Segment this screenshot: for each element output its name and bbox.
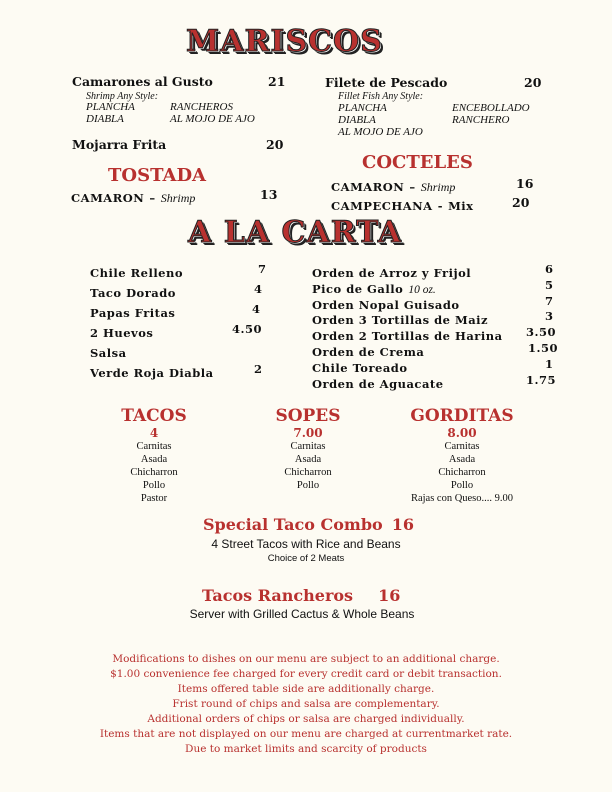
policy-note: Due to market limits and scarcity of products xyxy=(185,743,427,755)
item-price: 7 xyxy=(545,293,554,308)
filete-name: Filete de Pescado xyxy=(325,75,448,90)
list-item: Asada xyxy=(448,454,476,465)
camarones-style-label: Shrimp Any Style: xyxy=(86,91,159,102)
list-item xyxy=(312,294,562,310)
mojarra-price: 20 xyxy=(266,137,284,152)
mariscos-title: MARISCOS xyxy=(186,24,383,59)
item-price: 7 xyxy=(258,262,267,276)
camarones-style-4: AL MOJO DE AJO xyxy=(170,113,255,125)
item-price: 4 xyxy=(252,302,261,316)
item-price: 4 xyxy=(254,282,263,296)
list-item xyxy=(90,302,270,322)
tostada-item xyxy=(71,187,195,206)
policy-note: Modifications to dishes on our menu are subject to an additional charge. xyxy=(112,653,500,665)
sopes-title: SOPES xyxy=(275,406,341,426)
tostada-item-dash: – xyxy=(149,191,156,205)
item-price: 4.50 xyxy=(232,322,263,336)
policy-note: Additional orders of chips or salsa are charged individually. xyxy=(147,713,465,725)
tacos-rancheros-price: 16 xyxy=(378,586,401,605)
cocteles-title: COCTELES xyxy=(362,152,473,173)
item-name: Pico de Gallo xyxy=(312,281,404,296)
item-name: Chile Toreado xyxy=(312,360,408,375)
tostada-price: 13 xyxy=(260,187,278,202)
list-item: Chicharron xyxy=(284,467,332,478)
list-item: Carnitas xyxy=(444,441,480,452)
cocteles-item-1-name: CAMARON xyxy=(331,180,405,194)
filete-style-3: DIABLA xyxy=(338,114,376,126)
item-name: Verde Roja Diabla xyxy=(90,366,214,380)
policy-note: Frist round of chips and salsa are complementary. xyxy=(172,698,440,710)
camarones-name: Camarones al Gusto xyxy=(72,74,213,89)
item-name: Orden 3 Tortillas de Maiz xyxy=(312,313,489,328)
list-item xyxy=(90,362,270,382)
list-item xyxy=(90,342,270,362)
item-price: 5 xyxy=(545,277,554,292)
special-combo-heading xyxy=(203,515,414,534)
cocteles-item-2-price: 20 xyxy=(512,195,530,210)
tacos-section xyxy=(104,406,204,505)
item-note: 10 oz. xyxy=(408,283,436,296)
list-item xyxy=(312,341,562,357)
camarones-price: 21 xyxy=(268,74,286,89)
item-name: Orden de Arroz y Frijol xyxy=(312,266,472,280)
cocteles-item-2-dash: - xyxy=(437,199,443,213)
list-item: Chicharron xyxy=(130,467,178,478)
policy-note: $1.00 convenience fee charged for every credit card or debit transaction. xyxy=(110,668,502,680)
sopes-section xyxy=(258,406,358,492)
a-la-carta-right-list xyxy=(312,262,562,391)
filete-style-label: Fillet Fish Any Style: xyxy=(338,91,424,102)
list-item xyxy=(312,373,562,389)
item-name: Orden de Crema xyxy=(312,344,425,359)
list-item: Carnitas xyxy=(136,441,172,452)
gorditas-title: GORDITAS xyxy=(410,406,514,426)
camarones-style-2: RANCHEROS xyxy=(170,101,233,113)
tacos-title: TACOS xyxy=(121,406,187,426)
list-item xyxy=(312,309,562,328)
item-name: Salsa xyxy=(90,346,127,360)
item-price: 3 xyxy=(545,309,554,324)
cocteles-item-1 xyxy=(331,176,455,195)
item-price: 1.75 xyxy=(526,372,557,387)
tostada-item-name: CAMARON xyxy=(71,191,145,205)
list-item xyxy=(90,262,270,282)
list-item xyxy=(312,325,562,344)
item-name: Orden Nopal Guisado xyxy=(312,297,460,312)
item-price: 2 xyxy=(254,362,263,376)
item-price: 1.50 xyxy=(528,340,559,355)
item-price: 3.50 xyxy=(526,325,557,340)
policy-note: Items that are not displayed on our menu are charged at currentmarket rate. xyxy=(99,728,513,740)
list-item: Pollo xyxy=(142,480,166,491)
mojarra-name: Mojarra Frita xyxy=(72,137,167,152)
policy-note: Items offered table side are additionally charge. xyxy=(177,683,435,695)
tacos-rancheros-heading xyxy=(202,586,400,605)
filete-style-1: PLANCHA xyxy=(338,102,387,114)
item-name: Chile Relleno xyxy=(90,266,184,280)
list-item: Asada xyxy=(294,454,322,465)
item-price: 6 xyxy=(545,262,554,276)
filete-price: 20 xyxy=(524,75,542,90)
tostada-title: TOSTADA xyxy=(108,165,207,186)
special-combo-note: Choice of 2 Meats xyxy=(267,553,345,564)
policy-notes xyxy=(56,652,556,757)
gorditas-price: 8.00 xyxy=(447,426,477,440)
list-item: Rajas con Queso.... 9.00 xyxy=(410,493,514,504)
list-item: Pollo xyxy=(296,480,320,491)
special-combo-description: 4 Street Tacos with Rice and Beans xyxy=(211,537,401,551)
cocteles-item-2-plain: Mix xyxy=(448,199,474,213)
item-name: Taco Dorado xyxy=(90,286,176,300)
gorditas-section xyxy=(392,406,532,505)
filete-style-5: AL MOJO DE AJO xyxy=(338,126,423,138)
a-la-carta-title: A LA CARTA xyxy=(188,215,403,250)
tostada-item-italic: Shrimp xyxy=(160,191,196,205)
list-item xyxy=(90,322,270,342)
filete-style-4: RANCHERO xyxy=(452,114,510,126)
item-name: Orden 2 Tortillas de Harina xyxy=(312,329,503,344)
list-item xyxy=(90,282,270,302)
cocteles-item-1-price: 16 xyxy=(516,176,534,191)
filete-style-2: ENCEBOLLADO xyxy=(452,102,530,114)
tacos-rancheros-title: Tacos Rancheros xyxy=(202,586,354,605)
special-combo-price: 16 xyxy=(391,515,415,534)
cocteles-item-2 xyxy=(331,195,474,214)
tacos-price: 4 xyxy=(149,426,159,440)
list-item: Chicharron xyxy=(438,467,486,478)
list-item: Pollo xyxy=(450,480,474,491)
item-name: Papas Fritas xyxy=(90,306,176,320)
tacos-rancheros-description: Server with Grilled Cactus & Whole Beans xyxy=(189,607,415,621)
special-combo-title: Special Taco Combo xyxy=(203,515,383,534)
a-la-carta-left-list xyxy=(90,262,270,382)
cocteles-item-2-name: CAMPECHANA xyxy=(331,199,433,213)
cocteles-item-1-italic: Shrimp xyxy=(420,180,456,194)
sopes-price: 7.00 xyxy=(293,426,323,440)
list-item xyxy=(312,262,562,278)
list-item: Asada xyxy=(140,454,168,465)
list-item: Carnitas xyxy=(290,441,326,452)
list-item xyxy=(312,357,562,373)
list-item: Pastor xyxy=(140,493,168,504)
camarones-style-1: PLANCHA xyxy=(86,101,135,113)
item-price: 1 xyxy=(545,356,554,371)
list-item xyxy=(312,278,562,294)
item-name: Orden de Aguacate xyxy=(312,376,444,391)
item-name: 2 Huevos xyxy=(90,326,154,340)
cocteles-item-1-dash: – xyxy=(409,180,416,194)
camarones-style-3: DIABLA xyxy=(86,113,124,125)
